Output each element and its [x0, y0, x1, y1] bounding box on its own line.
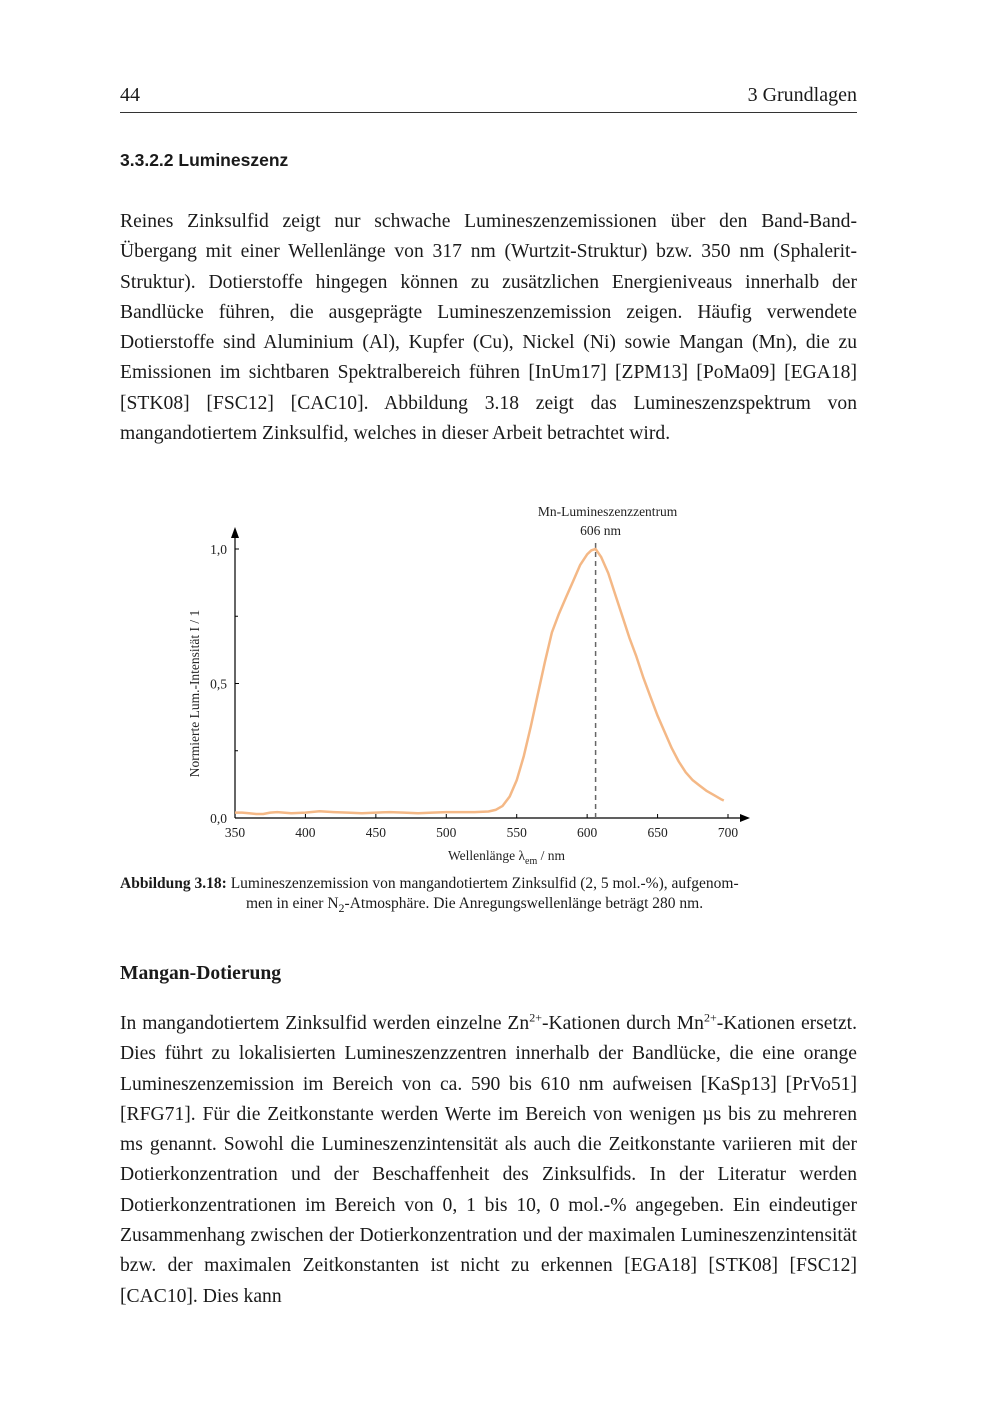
y-tick-label: 0,5 — [210, 676, 227, 692]
annotation-label: Mn-Lumineszenzzentrum — [537, 504, 678, 519]
text-segment: In mangandotiertem Zinksulfid werden einzelne Zn — [120, 1013, 530, 1034]
x-tick-label: 350 — [224, 825, 246, 840]
caption-sub: 2 — [338, 901, 345, 916]
text-segment: Reines Zinksulfid zeigt nur schwache Lumineszenzemissionen über den Band-Band-Übergang mit einer Wellenlänge von 317 nm (Wurtzit-Struktur) bzw. 350 nm (Sphalerit-Struktur). Dotierstoffe hingegen können zu zusätzlichen Energieniveaus innerhalb der Bandlücke führen, die ausgeprägte Lumineszenzemission zeigen. Häufig verwendete Dotierstoffe sind Aluminium (Al), Kupfer (Cu), Nickel (Ni) sowie Mangan (Mn), die zu Emissionen im sichtbaren Spektralbereich führen [InUm17] [ZPM13] [PoMa09] [EGA18] [STK08] [FSC12] [CAC10]. Abbildung 3.18 zeigt das Lumineszenzspektrum von mangandotiertem Zinksulfid, welches in dieser Arbeit betrachtet wird. — [120, 211, 857, 445]
page-number: 44 — [120, 84, 140, 106]
x-axis-label-part: / nm — [537, 848, 566, 863]
running-header — [120, 84, 857, 113]
x-axis-arrow-icon — [740, 814, 750, 822]
figure-caption — [120, 874, 860, 914]
text-segment: -Kationen ersetzt. Dies führt zu lokalisierten Lumineszenzzentren innerhalb der Bandlücke, die eine orange Lumineszenzemission im Bereich von ca. 590 bis 610 nm aufweisen [KaSp13] [PrVo51] [RFG71]. Für die Zeitkonstante werden Werte im Bereich von wenigen µs bis zu mehreren ms genannt. Sowohl die Lumineszenzintensität als auch die Zeitkonstante variieren mit der Dotierkonzentration und der Beschaffenheit des Zinksulfids. In der Literatur werden Dotierkonzentrationen im Bereich von 0, 1 bis 10, 0 mol.-% angegeben. Ein eindeutiger Zusammenhang zwischen der Dotierkonzentration und der maximalen Lumineszenzintensität bzw. der maximalen Zeitkonstanten ist nicht zu erkennen [EGA18] [STK08] [FSC12] [CAC10]. Dies kann — [120, 1013, 857, 1307]
paragraph-2 — [120, 1009, 857, 1312]
caption-text-1: Lumineszenzemission von mangandotiertem Zinksulfid (2, 5 mol.-%), aufgenom- — [226, 875, 739, 892]
caption-text-2b: -Atmosphäre. Die Anregungswellenlänge beträgt 280 nm. — [344, 895, 704, 912]
x-axis-label-part: em — [525, 856, 538, 865]
annotation-value: 606 nm — [580, 523, 622, 538]
x-tick-label: 600 — [577, 825, 598, 840]
x-tick-label: 550 — [506, 825, 527, 840]
x-tick-label: 700 — [717, 825, 739, 840]
emission-spectrum-chart — [180, 495, 750, 865]
caption-label: Abbildung 3.18: — [120, 875, 227, 892]
series-line — [235, 549, 724, 814]
chapter-title: 3 Grundlagen — [747, 84, 857, 106]
superscript: 2+ — [529, 1010, 542, 1025]
x-tick-label: 450 — [365, 825, 386, 840]
y-tick-label: 0,0 — [210, 811, 227, 826]
x-axis-label-part: Wellenlänge λ — [447, 848, 526, 863]
x-tick-label: 650 — [647, 825, 668, 840]
x-tick-label: 400 — [295, 825, 316, 840]
x-axis-label — [448, 848, 566, 865]
y-axis-arrow-icon — [231, 527, 239, 538]
paragraph-1 — [120, 207, 857, 449]
y-tick-label: 1,0 — [210, 542, 227, 557]
y-axis-label: Normierte Lum.-Intensität I / 1 — [187, 609, 202, 778]
text-segment: -Kationen durch Mn — [541, 1013, 704, 1034]
caption-text-2a: men in einer N — [246, 895, 339, 912]
superscript: 2+ — [703, 1010, 717, 1025]
subsection-heading: Mangan-Dotierung — [120, 963, 282, 984]
section-heading: 3.3.2.2 Lumineszenz — [120, 150, 289, 170]
x-tick-label: 500 — [436, 825, 457, 840]
